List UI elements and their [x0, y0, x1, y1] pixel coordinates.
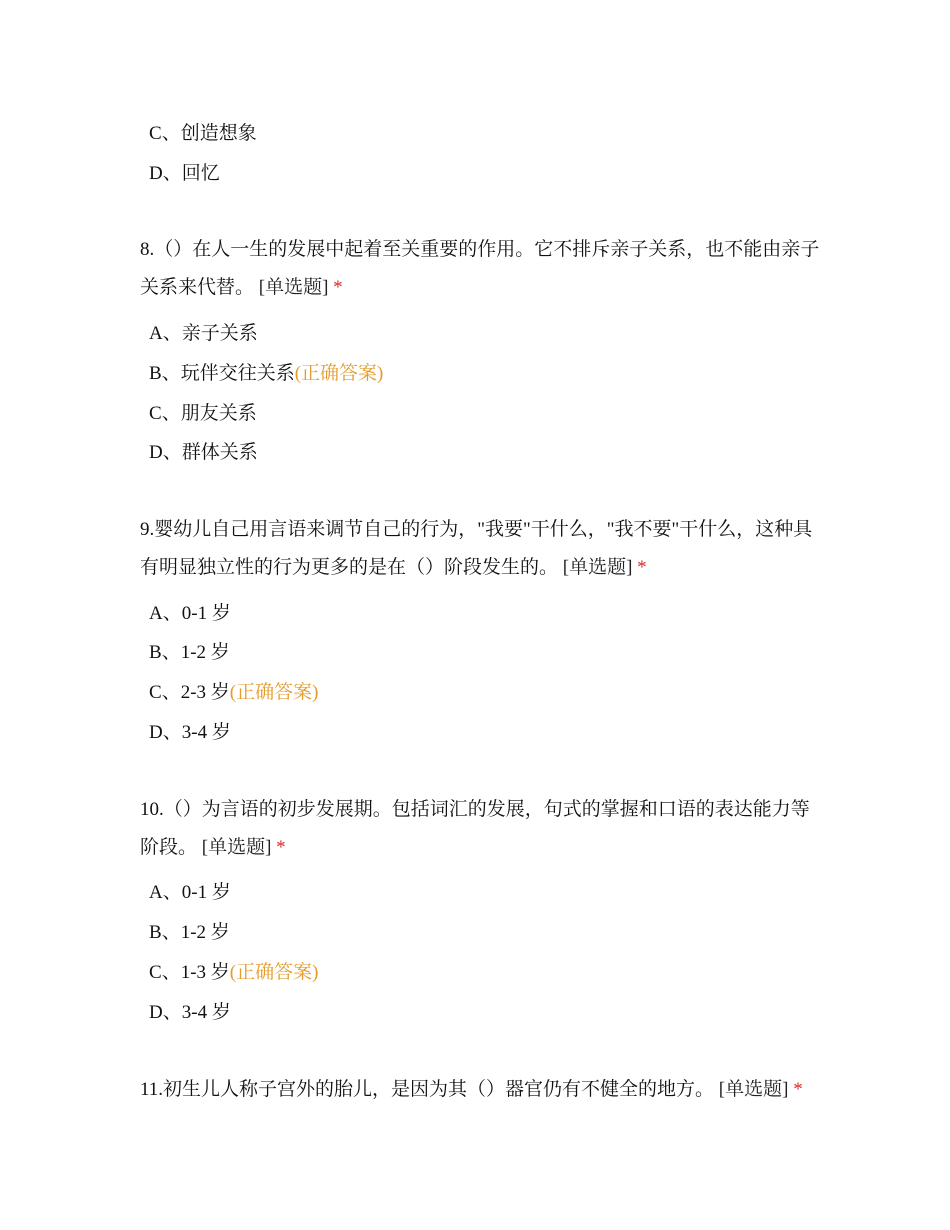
option-separator: 、 — [162, 442, 182, 463]
option-separator: 、 — [161, 962, 181, 983]
option-item[interactable] — [149, 921, 230, 945]
option-separator: 、 — [161, 642, 181, 663]
option-item[interactable] — [149, 602, 231, 626]
question-text-line — [140, 276, 343, 300]
option-letter: B — [149, 642, 162, 663]
correct-answer-label: (正确答案) — [229, 682, 319, 703]
question-type-tag: [单选题] — [718, 1079, 789, 1100]
option-separator: 、 — [162, 603, 182, 624]
option-letter: D — [149, 163, 163, 184]
question-text-line: 9.婴幼儿自己用言语来调节自己的行为，"我要"干什么，"我不要"干什么，这种具 — [140, 519, 813, 540]
option-item[interactable] — [149, 162, 220, 186]
question-type-tag: [单选题] — [562, 557, 633, 578]
option-text: 1-2 岁 — [180, 642, 230, 663]
option-letter: A — [149, 882, 163, 903]
option-letter: C — [149, 682, 162, 703]
option-letter: B — [149, 922, 162, 943]
option-text: 群体关系 — [181, 442, 258, 463]
option-separator: 、 — [162, 722, 182, 743]
question-text-line — [140, 556, 647, 580]
option-text: 0-1 岁 — [181, 882, 231, 903]
option-text: 朋友关系 — [180, 403, 257, 424]
question-type-tag: [单选题] — [258, 277, 329, 298]
question-text-end: 阶段。 — [140, 837, 198, 858]
option-item[interactable] — [149, 961, 318, 985]
option-separator: 、 — [161, 363, 181, 384]
option-separator: 、 — [162, 1002, 182, 1023]
required-mark: * — [793, 1079, 803, 1100]
question-text-line — [140, 836, 286, 860]
option-item[interactable] — [149, 881, 231, 905]
option-separator: 、 — [161, 123, 181, 144]
option-text: 1-2 岁 — [180, 922, 230, 943]
option-text: 创造想象 — [180, 123, 257, 144]
question-text-end: 有明显独立性的行为更多的是在（）阶段发生的。 — [140, 557, 559, 578]
option-separator: 、 — [161, 922, 181, 943]
option-text: 1-3 岁 — [180, 962, 230, 983]
question-text-end: 11.初生儿人称子宫外的胎儿，是因为其（）器官仍有不健全的地方。 — [140, 1079, 715, 1100]
option-separator: 、 — [161, 403, 181, 424]
required-mark: * — [333, 277, 343, 298]
option-letter: D — [149, 722, 163, 743]
option-letter: C — [149, 403, 162, 424]
option-letter: D — [149, 442, 163, 463]
option-letter: A — [149, 323, 163, 344]
option-text: 0-1 岁 — [181, 603, 231, 624]
option-item[interactable] — [149, 362, 383, 386]
question-text-line: 8.（）在人一生的发展中起着至关重要的作用。它不排斥亲子关系，也不能由亲子 — [140, 239, 820, 260]
question-type-tag: [单选题] — [201, 837, 272, 858]
option-text: 回忆 — [181, 163, 220, 184]
option-item[interactable] — [149, 1001, 231, 1025]
option-item[interactable] — [149, 721, 231, 745]
question-text-line — [140, 1078, 803, 1102]
option-text: 3-4 岁 — [181, 1002, 231, 1023]
option-letter: D — [149, 1002, 163, 1023]
option-item[interactable] — [149, 441, 258, 465]
option-letter: C — [149, 962, 162, 983]
correct-answer-label: (正确答案) — [294, 363, 384, 384]
correct-answer-label: (正确答案) — [229, 962, 319, 983]
option-letter: A — [149, 603, 163, 624]
question-text-end: 关系来代替。 — [140, 277, 255, 298]
option-letter: C — [149, 123, 162, 144]
option-item[interactable] — [149, 402, 257, 426]
option-separator: 、 — [161, 682, 181, 703]
required-mark: * — [276, 837, 286, 858]
option-text: 3-4 岁 — [181, 722, 231, 743]
option-item[interactable] — [149, 322, 258, 346]
question-text-line: 10.（）为言语的初步发展期。包括词汇的发展，句式的掌握和口语的表达能力等 — [140, 799, 810, 820]
option-text: 玩伴交往关系 — [180, 363, 295, 384]
option-separator: 、 — [162, 882, 182, 903]
option-item[interactable] — [149, 641, 230, 665]
option-item[interactable] — [149, 122, 257, 146]
option-separator: 、 — [162, 323, 182, 344]
option-letter: B — [149, 363, 162, 384]
option-text: 2-3 岁 — [180, 682, 230, 703]
option-text: 亲子关系 — [181, 323, 258, 344]
option-separator: 、 — [162, 163, 182, 184]
option-item[interactable] — [149, 681, 318, 705]
required-mark: * — [637, 557, 647, 578]
